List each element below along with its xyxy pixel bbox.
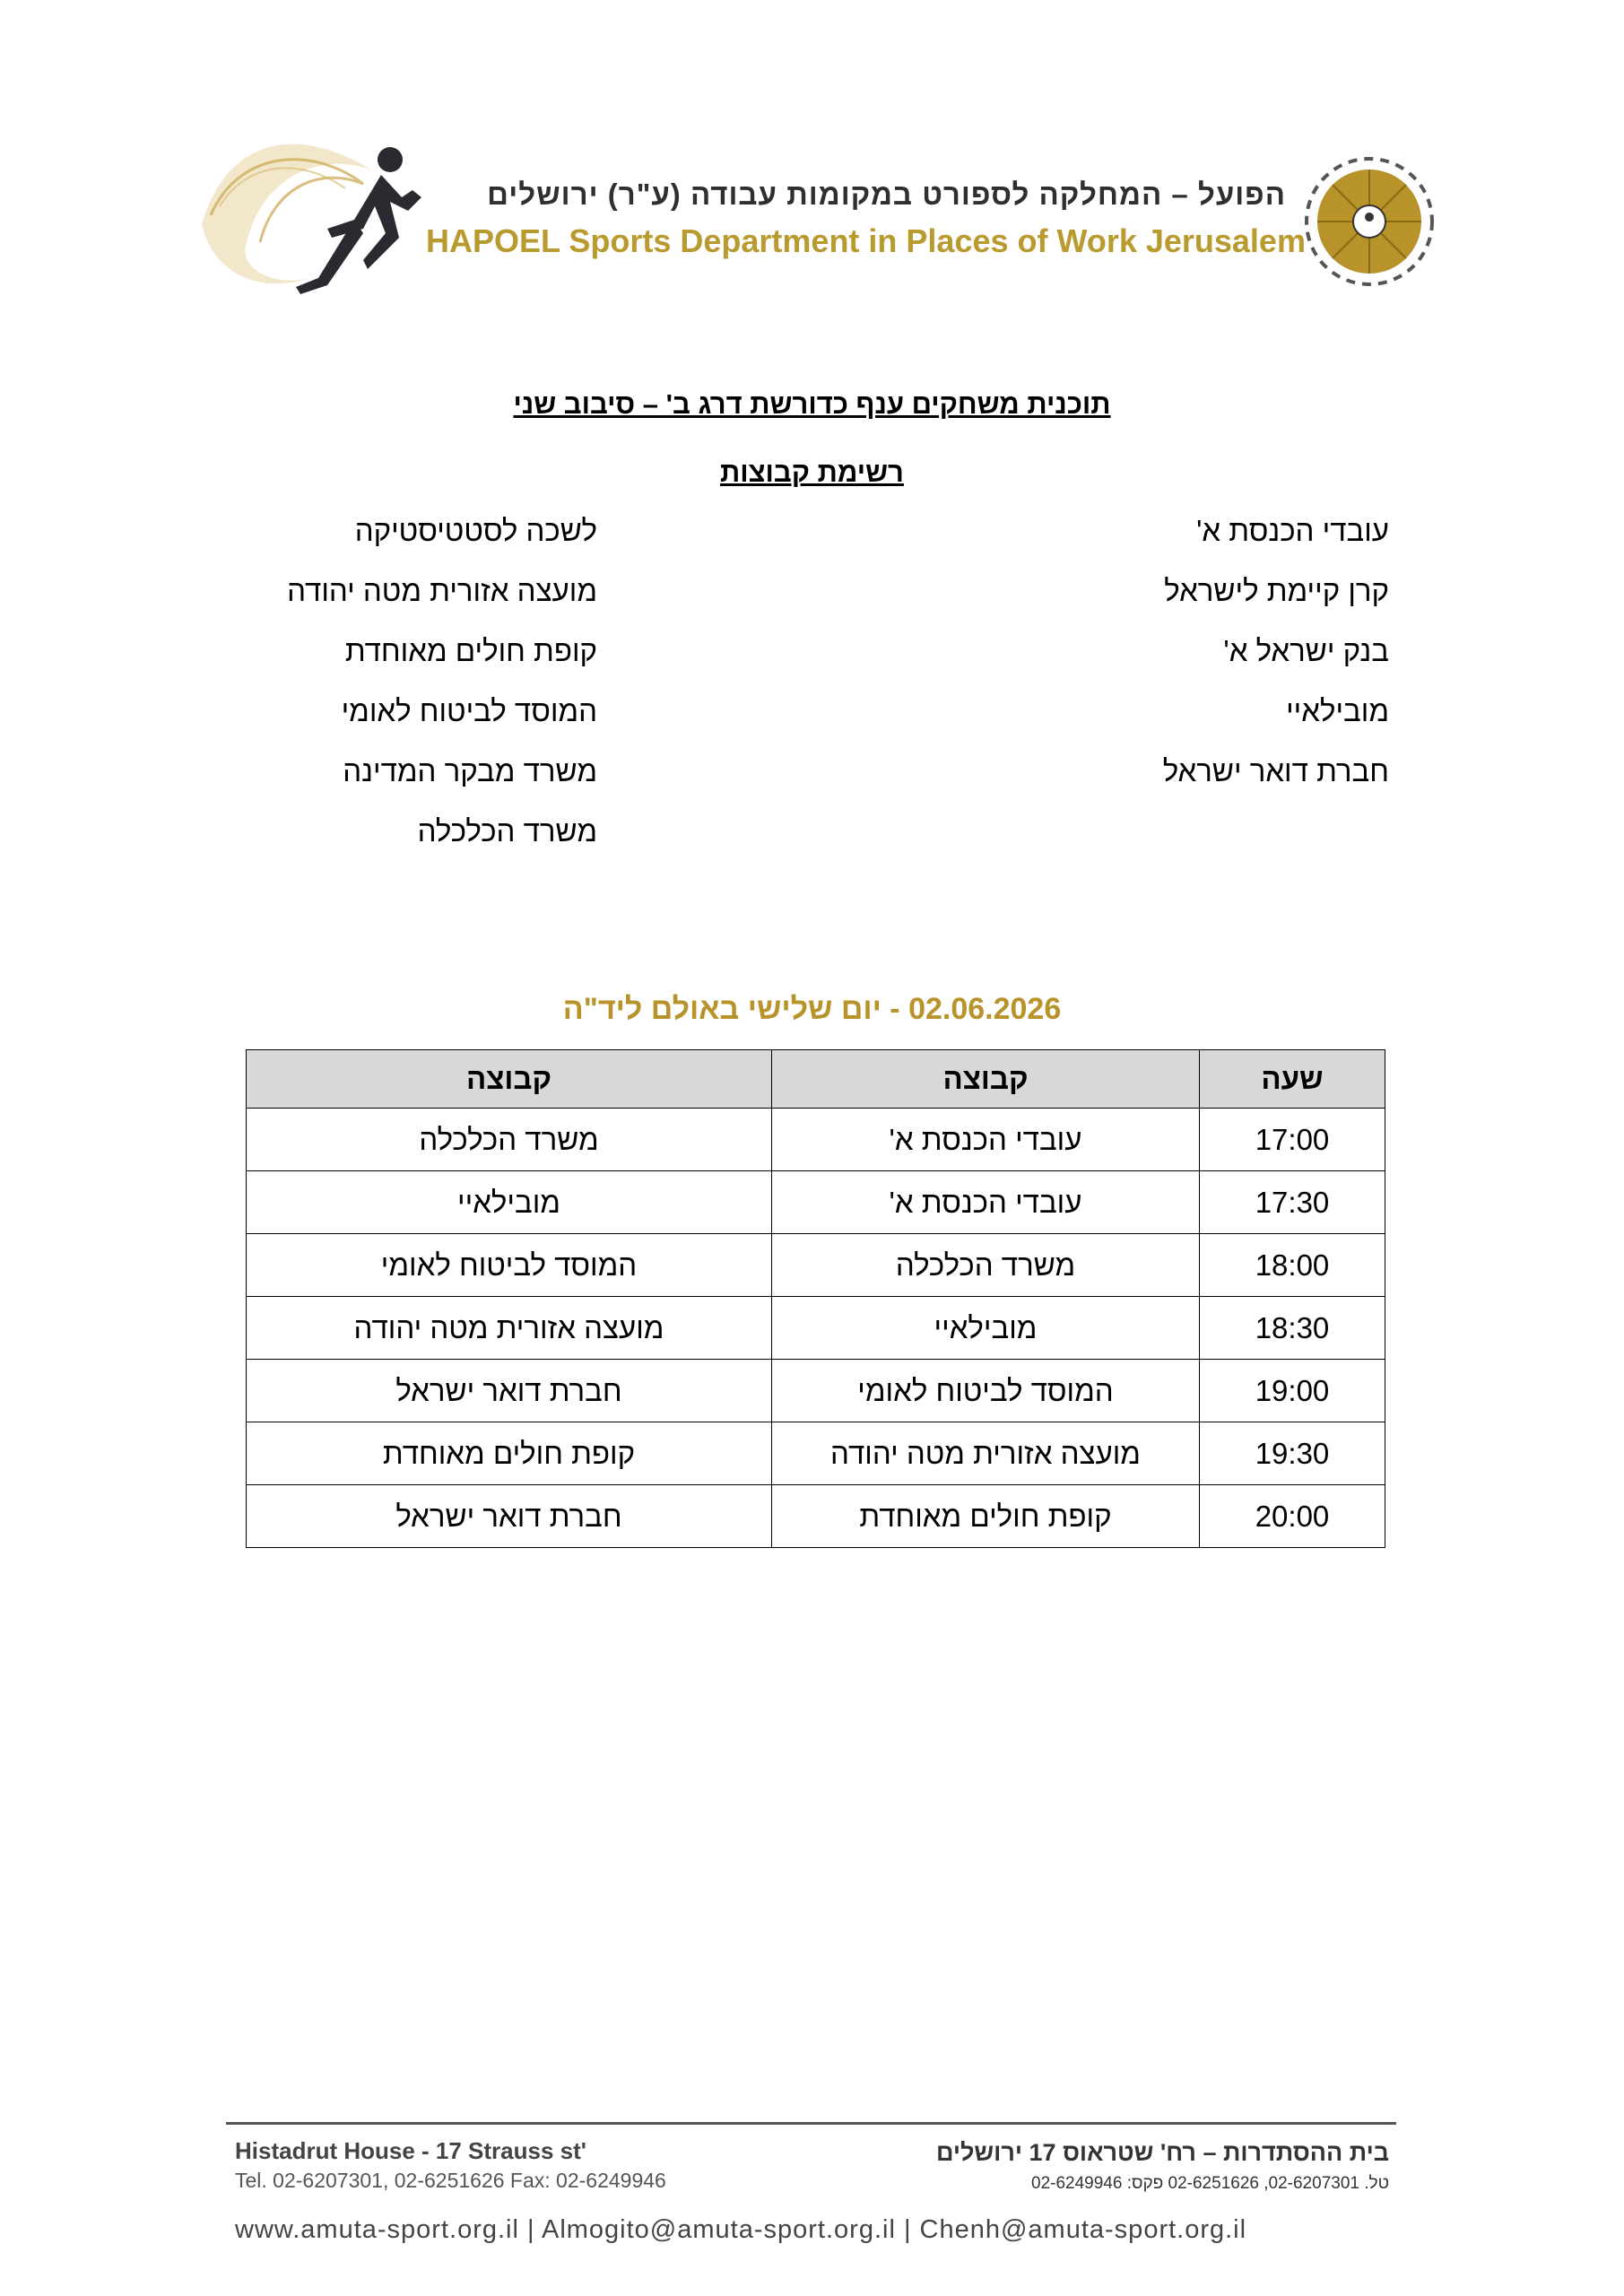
match-time: 19:30 [1200,1422,1385,1485]
table-header-row [247,1050,1385,1109]
team-item: קופת חולים מאוחדת [344,634,597,667]
teams-list-left [287,513,597,874]
match-team-a: המוסד לביטוח לאומי [772,1360,1200,1422]
match-team-b: מובילאיי [247,1171,772,1234]
table-row [247,1485,1385,1548]
table-row [247,1171,1385,1234]
match-time: 18:30 [1200,1297,1385,1360]
team-item: המוסד לביטוח לאומי [341,694,597,727]
teams-heading: רשימת קבוצות [720,457,904,488]
schedule-title: 02.06.2026 - יום שלישי באולם ליד"ה [562,992,1062,1026]
table-row [247,1234,1385,1297]
match-team-b: חברת דואר ישראל [247,1485,772,1548]
table-row [247,1360,1385,1422]
footer-web-links[interactable]: www.amuta-sport.org.il | Almogito@amuta-sport.org.il | Chenh@amuta-sport.org.il [235,2215,1247,2244]
header-title-english: HAPOEL Sports Department in Places of Work Jerusalem [426,222,1306,259]
match-team-a: מובילאיי [772,1297,1200,1360]
match-time: 20:00 [1200,1485,1385,1548]
match-team-a: מועצה אזורית מטה יהודה [772,1422,1200,1485]
schedule-table [246,1049,1385,1548]
match-team-a: קופת חולים מאוחדת [772,1485,1200,1548]
match-team-b: מועצה אזורית מטה יהודה [247,1297,772,1360]
header-title-hebrew: הפועל – המחלקה לספורט במקומות עבודה (ע"ר) ירושלים [487,178,1286,211]
footer-phones-he: טל. 02-6207301, 02-6251626 פקס: 02-6249946 [1031,2174,1389,2193]
match-team-b: קופת חולים מאוחדת [247,1422,772,1485]
team-item: קרן קיימת לישראל [1164,574,1389,607]
teams-list-right [1163,513,1389,813]
footer-phones-en: Tel. 02-6207301, 02-6251626 Fax: 02-6249946 [235,2169,666,2192]
team-item: בנק ישראל א' [1223,634,1389,667]
team-item: משרד הכלכלה [417,814,597,848]
match-team-b: חברת דואר ישראל [247,1360,772,1422]
team-item: חברת דואר ישראל [1162,754,1389,787]
runner-icon [278,144,435,296]
team-item: משרד מבקר המדינה [343,754,597,787]
document-title: תוכנית משחקים ענף כדורשת דרג ב' – סיבוב שני [513,388,1111,420]
sports-emblem-icon [1302,154,1437,289]
team-item: לשכה לסטטיסטיקה [354,514,597,547]
match-team-b: המוסד לביטוח לאומי [247,1234,772,1297]
team-item: מובילאיי [1286,694,1389,727]
team-item: מועצה אזורית מטה יהודה [287,574,597,607]
table-row [247,1422,1385,1485]
footer-address-he: בית ההסתדרות – רח' שטראוס 17 ירושלים [935,2139,1389,2166]
footer-divider [226,2122,1396,2125]
match-time: 19:00 [1200,1360,1385,1422]
match-time: 17:00 [1200,1109,1385,1171]
match-time: 18:00 [1200,1234,1385,1297]
table-row [247,1297,1385,1360]
footer-address-en: Histadrut House - 17 Strauss st' [235,2137,586,2164]
match-team-b: משרד הכלכלה [247,1109,772,1171]
table-row [247,1109,1385,1171]
team-item: עובדי הכנסת א' [1196,514,1389,547]
header-team-b: קבוצה [247,1050,772,1109]
match-team-a: עובדי הכנסת א' [772,1109,1200,1171]
match-team-a: עובדי הכנסת א' [772,1171,1200,1234]
match-time: 17:30 [1200,1171,1385,1234]
header-time: שעה [1200,1050,1385,1109]
match-team-a: משרד הכלכלה [772,1234,1200,1297]
header-team-a: קבוצה [772,1050,1200,1109]
